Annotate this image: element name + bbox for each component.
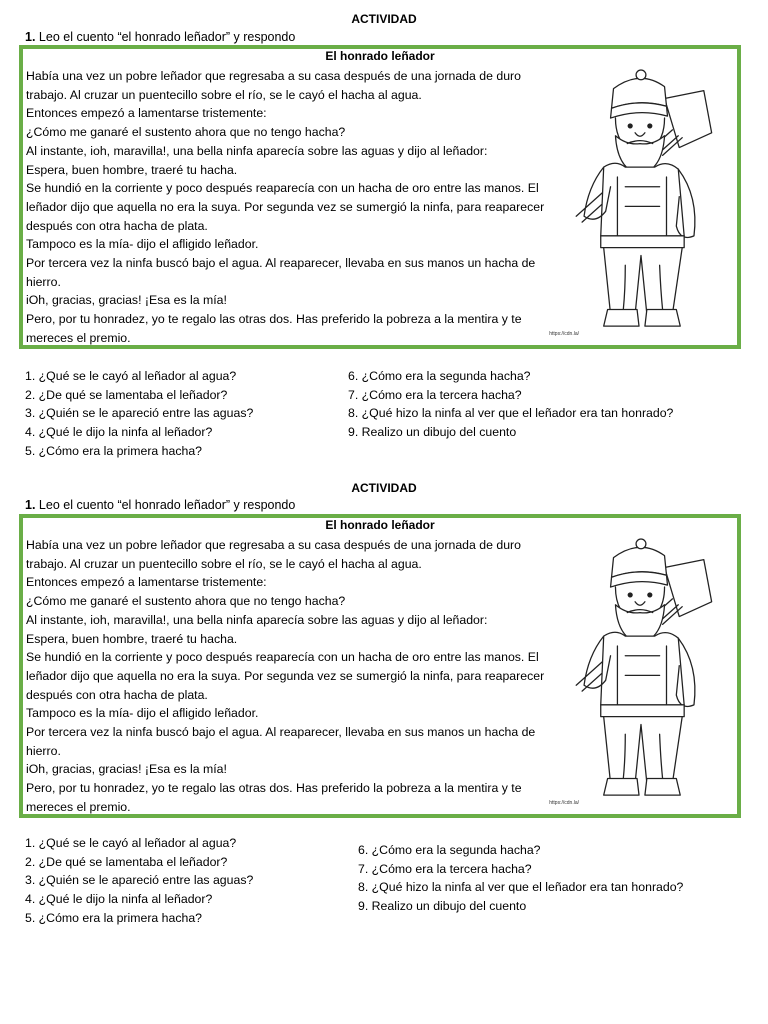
activity-title: ACTIVIDAD: [351, 12, 417, 26]
story-line: Al instante, ioh, maravilla!, una bella ninfa aparecía sobre las aguas y dijo al leñador:: [26, 612, 488, 627]
activity-section-2: [0, 468, 768, 1024]
story-line: ¿Cómo me ganaré el sustento ahora que no tengo hacha?: [26, 594, 346, 609]
story-line: ¿Cómo me ganaré el sustento ahora que no tengo hacha?: [26, 125, 346, 140]
instruction: [25, 30, 295, 44]
activity-title: ACTIVIDAD: [351, 481, 417, 495]
questions-right: [358, 841, 683, 916]
questions-left: [25, 834, 253, 928]
story-line: Por tercera vez la ninfa buscó bajo el agua. Al reaparecer, llevaba en sus manos un hacha de hierro.: [26, 256, 536, 289]
question-item: 2. ¿De qué se lamentaba el leñador?: [25, 387, 228, 402]
question-item: 3. ¿Quién se le apareció entre las aguas?: [25, 406, 254, 421]
story-title: El honrado leñador: [325, 49, 435, 63]
question-item: 9. Realizo un dibujo del cuento: [348, 425, 517, 440]
story-line: Pero, por tu honradez, yo te regalo las otras dos. Has preferido la pobreza a la mentira y te mereces el premio.: [26, 781, 522, 814]
story-line: Al instante, ioh, maravilla!, una bella ninfa aparecía sobre las aguas y dijo al leñador:: [26, 143, 488, 158]
story-text: [26, 536, 556, 817]
lumberjack-illustration: [555, 69, 725, 334]
story-line: Tampoco es la mía- dijo el afligido leñador.: [26, 706, 259, 721]
question-item: 5. ¿Cómo era la primera hacha?: [25, 443, 203, 458]
instruction-text: Leo el cuento “el honrado leñador” y respondo: [35, 498, 296, 512]
instruction-number: 1.: [25, 30, 36, 44]
question-item: 4. ¿Qué le dijo la ninfa al leñador?: [25, 892, 213, 907]
question-item: 3. ¿Quién se le apareció entre las aguas?: [25, 873, 254, 888]
story-line: Se hundió en la corriente y poco después reaparecía con un hacha de oro entre las manos. El leñador dijo que aquella no era la suya. Por segunda vez se sumergió la ninfa, para reaparecer después con otra hacha de plata.: [26, 181, 545, 233]
question-item: 8. ¿Qué hizo la ninfa al ver que el leñador era tan honrado?: [358, 880, 684, 895]
question-item: 1. ¿Qué se le cayó al leñador al agua?: [25, 369, 237, 383]
question-item: 7. ¿Cómo era la tercera hacha?: [358, 861, 532, 876]
lumberjack-illustration: [555, 538, 725, 803]
questions-left: [25, 367, 253, 461]
story-line: Pero, por tu honradez, yo te regalo las otras dos. Has preferido la pobreza a la mentira y te mereces el premio.: [26, 312, 522, 345]
image-credit: https://cdn.la/: [549, 331, 579, 337]
story-line: Espera, buen hombre, traeré tu hacha.: [26, 631, 238, 646]
story-line: Entonces empezó a lamentarse tristemente:: [26, 106, 267, 121]
question-item: 6. ¿Cómo era la segunda hacha?: [358, 843, 541, 857]
question-item: 9. Realizo un dibujo del cuento: [358, 899, 527, 914]
story-line: Había una vez un pobre leñador que regresaba a su casa después de una jornada de duro trabajo. Al cruzar un puentecillo sobre el río, se le cayó el hacha al agua.: [26, 538, 521, 571]
instruction-number: 1.: [25, 498, 36, 512]
story-line: Tampoco es la mía- dijo el afligido leñador.: [26, 237, 259, 252]
story-line: Por tercera vez la ninfa buscó bajo el agua. Al reaparecer, llevaba en sus manos un hacha de hierro.: [26, 725, 536, 758]
story-line: iOh, gracias, gracias! ¡Esa es la mía!: [26, 762, 227, 777]
image-credit: https://cdn.la/: [549, 800, 579, 806]
instruction-text: Leo el cuento “el honrado leñador” y respondo: [35, 30, 296, 44]
question-item: 4. ¿Qué le dijo la ninfa al leñador?: [25, 425, 213, 440]
story-box: [19, 514, 741, 818]
question-item: 5. ¿Cómo era la primera hacha?: [25, 910, 203, 925]
activity-section-1: [0, 0, 768, 468]
story-line: Entonces empezó a lamentarse tristemente:: [26, 575, 267, 590]
questions-right: [348, 367, 673, 442]
story-text: [26, 67, 556, 348]
instruction: [25, 498, 295, 512]
question-item: 1. ¿Qué se le cayó al leñador al agua?: [25, 836, 237, 850]
story-line: Se hundió en la corriente y poco después reaparecía con un hacha de oro entre las manos. El leñador dijo que aquella no era la suya. Por segunda vez se sumergió la ninfa, para reaparecer después con otra hacha de plata.: [26, 650, 545, 702]
question-item: 7. ¿Cómo era la tercera hacha?: [348, 387, 522, 402]
question-item: 6. ¿Cómo era la segunda hacha?: [348, 369, 531, 383]
question-item: 8. ¿Qué hizo la ninfa al ver que el leñador era tan honrado?: [348, 406, 674, 421]
story-box: [19, 45, 741, 349]
story-line: iOh, gracias, gracias! ¡Esa es la mía!: [26, 293, 227, 308]
story-line: Espera, buen hombre, traeré tu hacha.: [26, 162, 238, 177]
question-item: 2. ¿De qué se lamentaba el leñador?: [25, 854, 228, 869]
story-line: Había una vez un pobre leñador que regresaba a su casa después de una jornada de duro trabajo. Al cruzar un puentecillo sobre el río, se le cayó el hacha al agua.: [26, 69, 521, 102]
story-title: El honrado leñador: [325, 518, 435, 532]
